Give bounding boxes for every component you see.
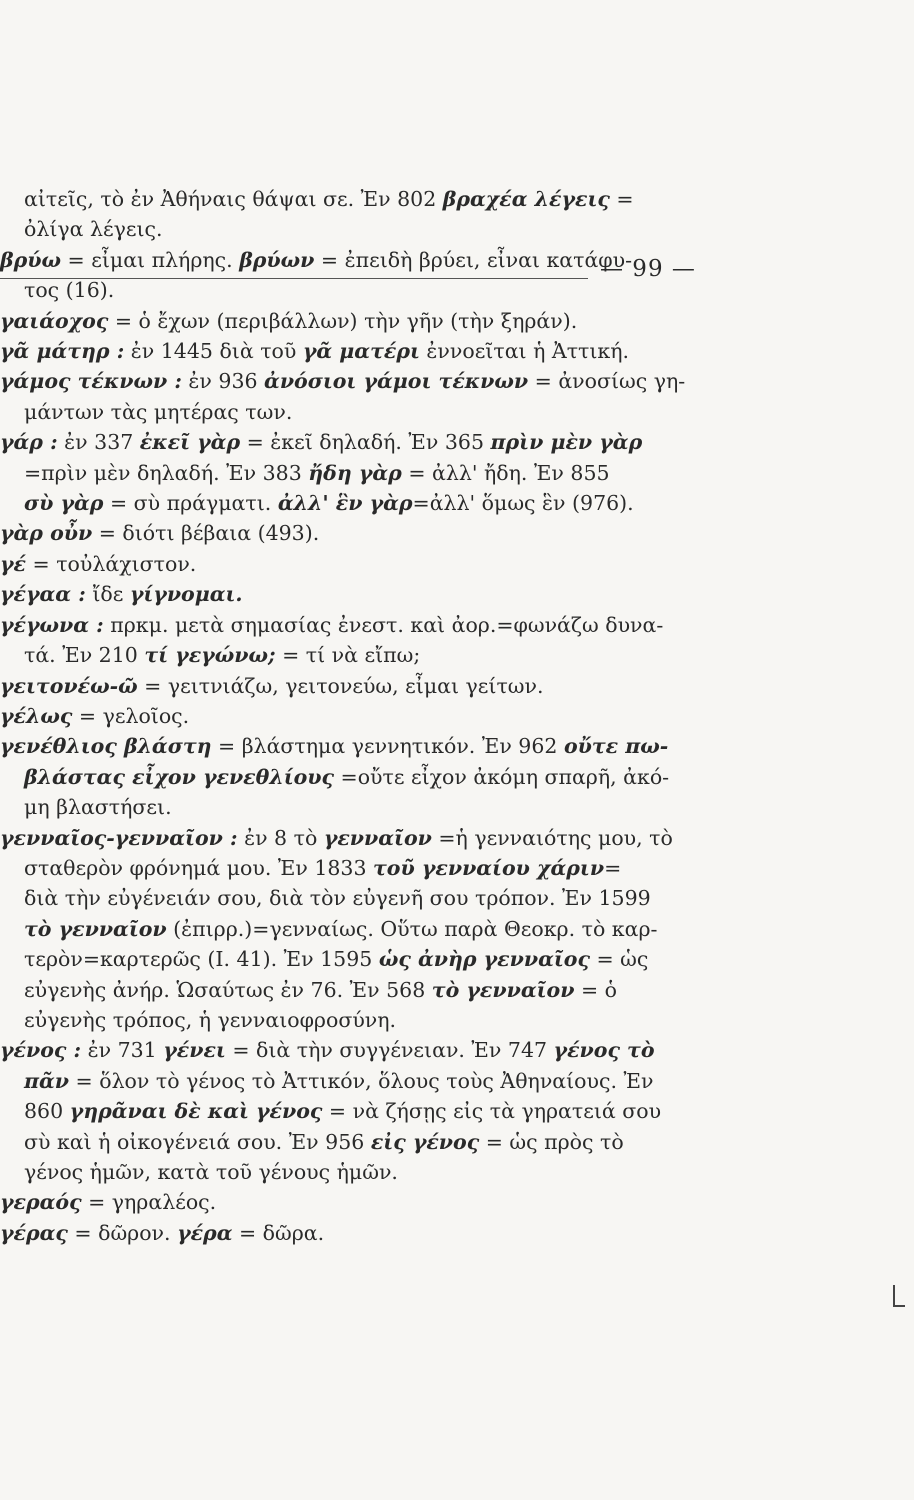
definition-text: = διότι βέβαια (493). xyxy=(92,521,320,546)
definition-text: ὀλίγα λέγεις. xyxy=(24,217,163,242)
cited-phrase: ἤδη γὰρ xyxy=(308,460,402,485)
headword: γὰρ οὖν xyxy=(0,521,93,546)
headword: γέγωνα : xyxy=(0,612,104,637)
definition-text: ἐν 8 τὸ xyxy=(237,825,324,850)
definition-text: = ὅλον τὸ γένος τὸ Ἀττικόν, ὅλους τοὺς Ἀθηναίους. Ἐν xyxy=(69,1068,654,1093)
entry-line xyxy=(0,549,712,579)
definition-text: (ἐπιρρ.)=γενναίως. Οὕτω παρὰ Θεοκρ. τὸ καρ- xyxy=(166,916,658,941)
entry-line xyxy=(0,245,712,275)
entry-line xyxy=(0,1218,712,1248)
entry-line xyxy=(0,306,712,336)
entry-line xyxy=(24,640,712,670)
headword: γάρ : xyxy=(0,430,58,455)
cited-phrase: οὔτε πω- xyxy=(563,734,669,759)
definition-text: = ἐπειδὴ βρύει, εἶναι κατάφυ- xyxy=(314,247,633,272)
entry-line xyxy=(24,1127,712,1157)
glossary-entry xyxy=(0,823,712,1036)
cited-phrase: γενναῖον xyxy=(323,825,432,850)
entry-line xyxy=(24,458,712,488)
entry-line xyxy=(24,944,712,974)
cited-phrase: τὸ γενναῖον xyxy=(24,916,167,941)
glossary-entry xyxy=(0,1187,712,1217)
entry-line xyxy=(24,792,712,822)
headword: γᾶ μάτηρ : xyxy=(0,339,125,364)
entry-line xyxy=(0,427,712,457)
definition-text: = ὡς πρὸς τὸ xyxy=(479,1129,624,1154)
entry-line xyxy=(24,275,712,305)
glossary-entry xyxy=(0,184,712,245)
definition-text: = εἶμαι πλήρης. xyxy=(61,247,240,272)
glossary-entry xyxy=(0,1035,712,1187)
headword: γέγαα : xyxy=(0,582,86,607)
entry-line xyxy=(0,701,712,731)
definition-text: εὐγενὴς ἀνήρ. Ὡσαύτως ἐν 76. Ἐν 568 xyxy=(24,977,432,1002)
entry-line xyxy=(24,214,712,244)
definition-text: τά. Ἐν 210 xyxy=(24,643,145,668)
definition-text: =οὔτε εἶχον ἀκόμη σπαρῆ, ἀκό- xyxy=(334,764,670,789)
definition-text: = νὰ ζήσῃς εἰς τὰ γηρατειά σου xyxy=(322,1099,662,1124)
definition-text: = τί νὰ εἴπω; xyxy=(275,643,421,668)
definition-text: σὺ καὶ ἡ οἰκογένειά σου. Ἐν 956 xyxy=(24,1129,371,1154)
definition-text: μάντων τὰς μητέρας των. xyxy=(24,399,293,424)
entry-line xyxy=(24,397,712,427)
glossary-entry xyxy=(0,518,712,548)
cited-phrase: γίγνομαι. xyxy=(129,582,243,607)
definition-text: ἐν 936 xyxy=(181,369,265,394)
glossary-body xyxy=(0,184,712,1248)
entry-line xyxy=(0,1035,712,1065)
cited-phrase: γένει xyxy=(163,1038,226,1063)
definition-text: = xyxy=(609,187,634,211)
definition-text: πρκμ. μετὰ σημασίας ἐνεστ. καὶ ἀορ.=φωνάζω δυνα- xyxy=(103,612,664,637)
definition-text: = διὰ τὴν συγγένειαν. Ἐν 747 xyxy=(225,1038,554,1063)
cited-phrase: βραχέα λέγεις xyxy=(442,187,610,211)
definition-text: ἴδε xyxy=(85,582,130,607)
glossary-entry xyxy=(0,366,712,427)
definition-text: =ἡ γενναιότης μου, τὸ xyxy=(431,825,673,850)
headword: γειτονέω-ῶ xyxy=(0,673,138,698)
cited-phrase: τὸ γενναῖον xyxy=(431,977,575,1002)
cited-phrase: σὺ γὰρ xyxy=(24,491,104,516)
entry-line xyxy=(0,366,712,396)
glossary-entry xyxy=(0,701,712,731)
entry-line xyxy=(24,975,712,1005)
definition-text: τερὸν=καρτερῶς (I. 41). Ἐν 1595 xyxy=(24,947,379,972)
entry-line xyxy=(24,1005,712,1035)
cited-phrase: γηρᾶναι δὲ καὶ γένος xyxy=(69,1099,323,1124)
definition-text: διὰ τὴν εὐγένειάν σου, διὰ τὸν εὐγενῆ σου τρόπον. Ἐν 1599 xyxy=(24,886,651,911)
entry-line xyxy=(0,610,712,640)
glossary-entry xyxy=(0,306,712,336)
cited-phrase: γέρα xyxy=(177,1220,233,1245)
glossary-entry xyxy=(0,671,712,701)
page-number: — 99 — xyxy=(600,256,696,282)
entry-line xyxy=(24,184,712,214)
definition-text: =ἀλλ' ὅμως ἓν (976). xyxy=(412,491,634,516)
headword: γάμος τέκνων : xyxy=(0,369,182,394)
cited-phrase: τί γεγώνω; xyxy=(144,643,276,668)
entry-line xyxy=(0,731,712,761)
glossary-entry xyxy=(0,245,712,306)
entry-line xyxy=(24,883,712,913)
headword: βρύω xyxy=(0,247,61,272)
cited-phrase: ἀλλ' ἓν γὰρ xyxy=(277,491,413,516)
cited-phrase: πᾶν xyxy=(24,1068,70,1093)
margin-crop-mark xyxy=(893,1285,905,1307)
glossary-entry xyxy=(0,610,712,671)
definition-text: = γελοῖος. xyxy=(72,703,190,728)
definition-text: γένος ἡμῶν, κατὰ τοῦ γένους ἡμῶν. xyxy=(24,1160,398,1184)
definition-text: αἰτεῖς, τὸ ἐν Ἀθήναις θάψαι σε. Ἐν 802 xyxy=(24,187,443,211)
definition-text: = ὁ xyxy=(574,977,617,1002)
definition-text: = ἐκεῖ δηλαδή. Ἐν 365 xyxy=(240,430,491,455)
definition-text: = xyxy=(604,855,622,880)
entry-line xyxy=(0,823,712,853)
glossary-entry xyxy=(0,731,712,822)
cited-phrase: βρύων xyxy=(239,247,315,272)
definition-text: μη βλαστήσει. xyxy=(24,795,172,820)
cited-phrase: βλάστας εἶχον γενεθλίους xyxy=(24,764,334,789)
definition-text: 860 xyxy=(24,1099,70,1124)
headword: γέρας xyxy=(0,1220,68,1245)
cited-phrase: τοῦ γενναίου χάριν xyxy=(373,855,605,880)
headword: γαιάοχος xyxy=(0,308,109,333)
entry-line xyxy=(24,488,712,518)
cited-phrase: εἰς γένος xyxy=(370,1129,480,1154)
cited-phrase: πρὶν μὲν γὰρ xyxy=(490,430,643,455)
entry-line xyxy=(24,1066,712,1096)
glossary-entry xyxy=(0,1218,712,1248)
entry-line xyxy=(24,1096,712,1126)
definition-text: σταθερὸν φρόνημά μου. Ἐν 1833 xyxy=(24,855,374,880)
definition-text: = βλάστημα γεννητικόν. Ἐν 962 xyxy=(211,734,564,759)
entry-line xyxy=(24,914,712,944)
definition-text: ἐν 337 xyxy=(57,430,140,455)
entry-line xyxy=(0,579,712,609)
cited-phrase: ὡς ἀνὴρ γενναῖος xyxy=(378,947,590,972)
entry-line xyxy=(0,1187,712,1217)
definition-text: = ὁ ἔχων (περιβάλλων) τὴν γῆν (τὴν ξηράν). xyxy=(108,308,578,333)
definition-text: = γειτνιάζω, γειτονεύω, εἶμαι γείτων. xyxy=(137,673,544,698)
definition-text: = γηραλέος. xyxy=(81,1190,217,1215)
definition-text: = δῶρα. xyxy=(232,1220,325,1245)
cited-phrase: ἐκεῖ γὰρ xyxy=(139,430,241,455)
definition-text: ἐν 1445 διὰ τοῦ xyxy=(124,339,303,364)
entry-line xyxy=(24,762,712,792)
glossary-entry xyxy=(0,336,712,366)
headword: γέλως xyxy=(0,703,73,728)
definition-text: = ὡς xyxy=(589,947,649,972)
entry-line xyxy=(0,518,712,548)
glossary-entry xyxy=(0,427,712,518)
definition-text: τος (16). xyxy=(24,278,115,303)
entry-line xyxy=(24,1157,712,1187)
cited-phrase: ἀνόσιοι γάμοι τέκνων xyxy=(264,369,529,394)
entry-line xyxy=(24,853,712,883)
headword: γέ xyxy=(0,551,26,576)
glossary-entry xyxy=(0,579,712,609)
headword: γενναῖος-γενναῖον : xyxy=(0,825,238,850)
headword: γεραός xyxy=(0,1190,82,1215)
definition-text: = τοὐλάχιστον. xyxy=(26,551,197,576)
headword: γένος : xyxy=(0,1038,82,1063)
definition-text: = δῶρον. xyxy=(67,1220,178,1245)
definition-text: = ἀνοσίως γη- xyxy=(528,369,686,394)
definition-text: εὐγενὴς τρόπος, ἡ γενναιοφροσύνη. xyxy=(24,1007,397,1032)
entry-line xyxy=(0,336,712,366)
cited-phrase: γένος τὸ xyxy=(553,1038,655,1063)
cited-phrase: γᾶ ματέρι xyxy=(302,339,420,364)
headword: γενέθλιος βλάστη xyxy=(0,734,212,759)
glossary-entry xyxy=(0,549,712,579)
definition-text: =πρὶν μὲν δηλαδή. Ἐν 383 xyxy=(24,460,309,485)
definition-text: = ἀλλ' ἤδη. Ἐν 855 xyxy=(401,460,610,485)
entry-line xyxy=(0,671,712,701)
definition-text: ἐννοεῖται ἡ Ἀττική. xyxy=(419,339,630,364)
definition-text: = σὺ πράγματι. xyxy=(103,491,278,516)
definition-text: ἐν 731 xyxy=(81,1038,164,1063)
